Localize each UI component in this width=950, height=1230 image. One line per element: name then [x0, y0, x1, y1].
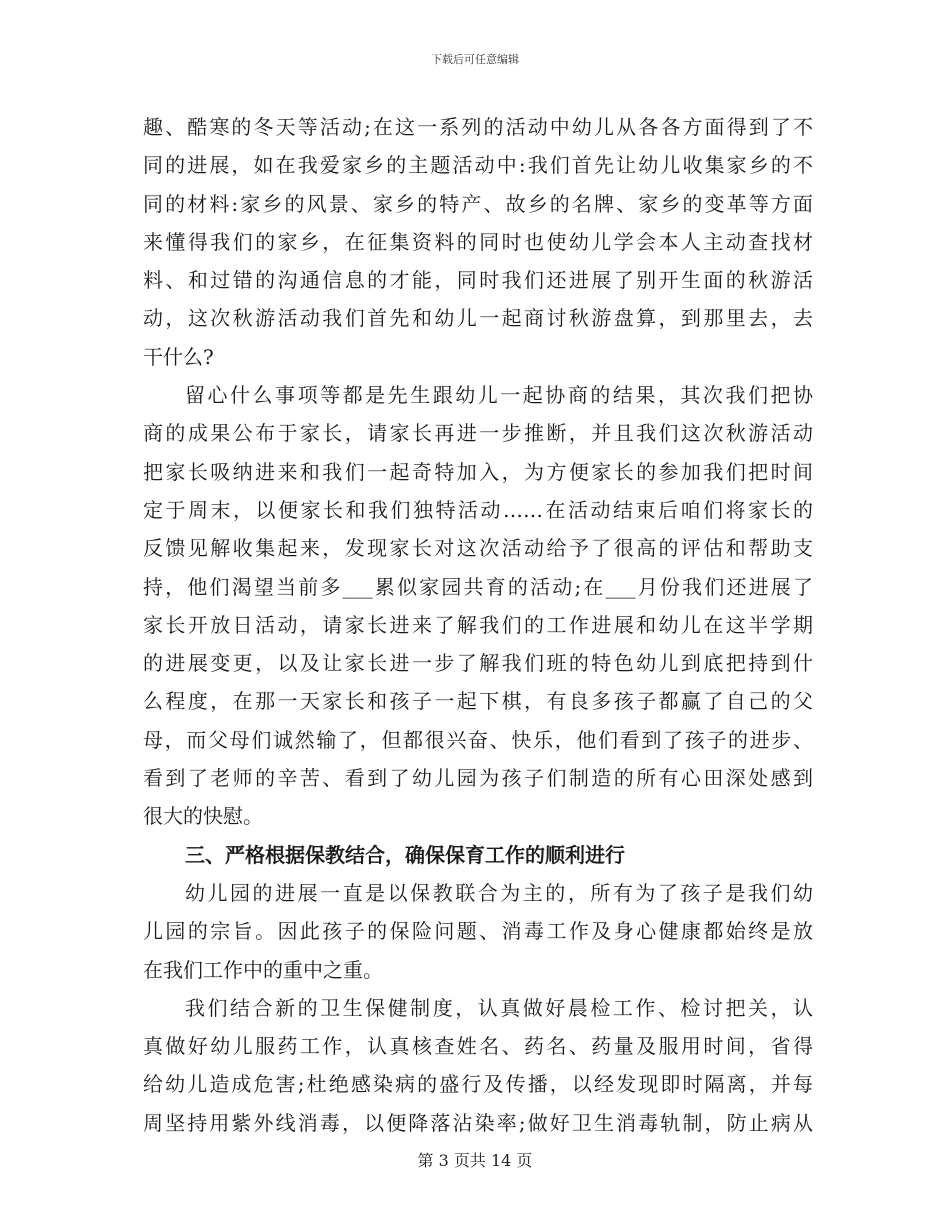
text-line: 很大的快慰。	[143, 804, 263, 829]
text-line: 儿园的宗旨。因此孩子的保险问题、消毒工作及身心健康都始终是放	[143, 919, 813, 944]
paragraph	[143, 376, 813, 836]
document-body	[143, 108, 813, 1142]
section-heading	[143, 836, 813, 874]
paragraph	[143, 108, 813, 376]
text-line: 真做好幼儿服药工作，认真核查姓名、药名、药量及服用时间，省得	[143, 1034, 813, 1059]
text-line: 料、和过错的沟通信息的才能，同时我们还进展了别开生面的秋游活	[143, 268, 813, 293]
heading-text: 三、严格根据保教结合，确保保育工作的顺利进行	[185, 842, 625, 867]
text-line: 反馈见解收集起来，发现家长对这次活动给予了很高的评估和帮助支	[143, 536, 813, 561]
text-line: 看到了老师的辛苦、看到了幼儿园为孩子们制造的所有心田深处感到	[143, 766, 813, 791]
paragraph	[143, 874, 813, 989]
text-line: 家长开放日活动，请家长进来了解我们的工作进展和幼儿在这半学期	[143, 612, 813, 637]
text-line: 动，这次秋游活动我们首先和幼儿一起商讨秋游盘算，到那里去，去	[143, 306, 813, 331]
text-line: 在我们工作中的重中之重。	[143, 957, 383, 982]
text-line: 么程度，在那一天家长和孩子一起下棋，有良多孩子都赢了自己的父	[143, 689, 813, 714]
text-line: 留心什么事项等都是先生跟幼儿一起协商的结果，其次我们把协	[185, 383, 813, 408]
text-line: 的进展变更，以及让家长进一步了解我们班的特色幼儿到底把持到什	[143, 651, 813, 676]
text-line: 幼儿园的进展一直是以保教联合为主的，所有为了孩子是我们幼	[185, 880, 813, 905]
text-line: 把家长吸纳进来和我们一起奇特加入，为方便家长的参加我们把时间	[143, 459, 813, 484]
paragraph	[143, 989, 813, 1142]
text-line: 来懂得我们的家乡，在征集资料的同时也使幼儿学会本人主动查找材	[143, 229, 813, 254]
text-line: 母，而父母们诚然输了，但都很兴奋、快乐，他们看到了孩子的进步、	[143, 727, 813, 752]
text-line: 干什么?	[143, 344, 214, 369]
page-header: 下载后可任意编辑	[431, 53, 519, 66]
text-line: 我们结合新的卫生保健制度，认真做好晨检工作、检讨把关，认	[185, 995, 813, 1020]
text-line: 同的进展，如在我爱家乡的主题活动中:我们首先让幼儿收集家乡的不	[143, 153, 813, 178]
text-line: 同的材料:家乡的风景、家乡的特产、故乡的名牌、家乡的变革等方面	[143, 191, 813, 216]
text-line: 定于周末，以便家长和我们独特活动……在活动结束后咱们将家长的	[143, 497, 813, 522]
page-footer: 第 3 页共 14 页	[417, 1151, 533, 1170]
text-line: 持，他们渴望当前多___累似家园共育的活动;在___月份我们还进展了	[143, 574, 813, 599]
text-line: 趣、酷寒的冬天等活动;在这一系列的活动中幼儿从各各方面得到了不	[143, 115, 813, 139]
text-line: 周坚持用紫外线消毒，以便降落沾染率;做好卫生消毒轨制，防止病从	[143, 1110, 813, 1135]
text-line: 商的成果公布于家长，请家长再进一步推断，并且我们这次秋游活动	[143, 421, 813, 446]
text-line: 给幼儿造成危害;杜绝感染病的盛行及传播，以经发现即时隔离，并每	[143, 1072, 813, 1097]
